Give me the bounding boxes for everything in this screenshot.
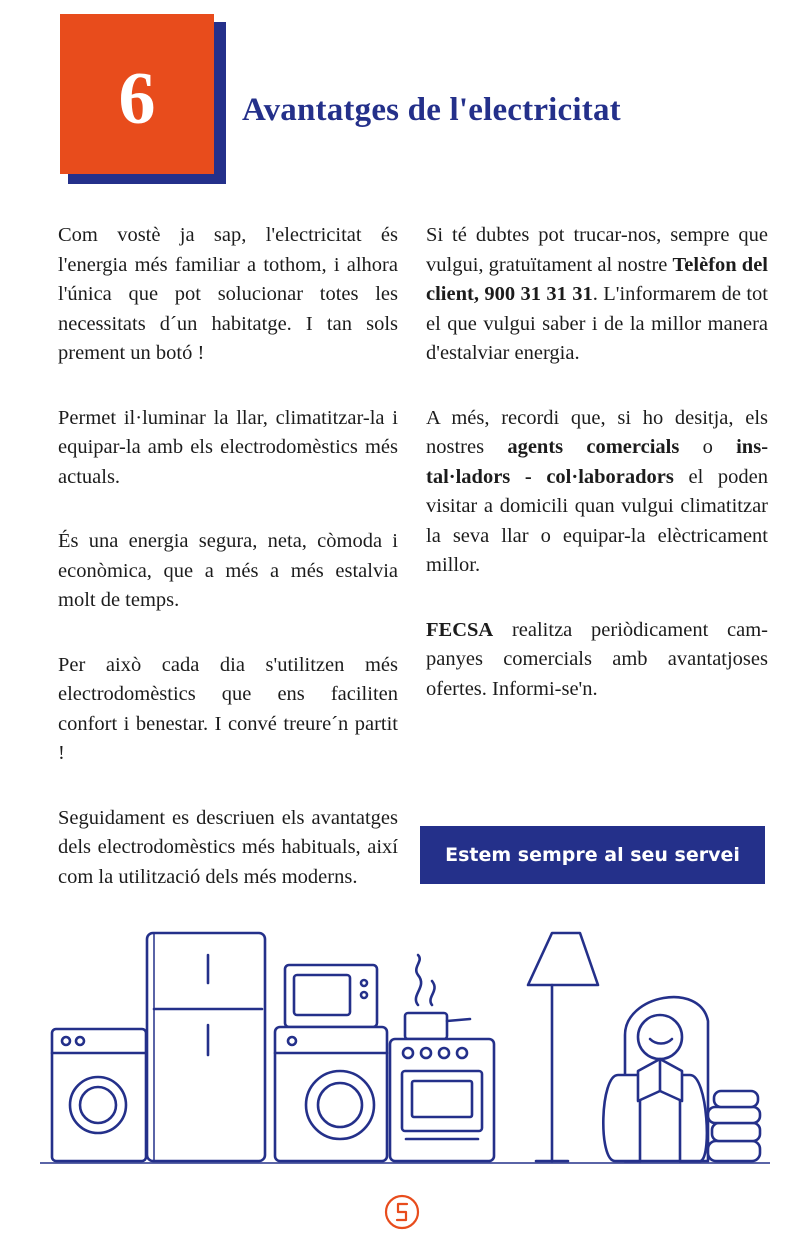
service-banner: Estem sempre al seu servei (420, 826, 765, 884)
left-column (58, 221, 398, 927)
text-span: el poden visitar a domicili quan vulgui climatitzar la seva llar o equipar-la elèctricament millor. (426, 465, 768, 576)
fecsa-highlight: FECSA (426, 618, 494, 641)
agents-highlight: agents comercials (507, 436, 680, 458)
section-number: 6 (118, 58, 156, 140)
paragraph-agents (426, 404, 768, 581)
text-span: . L'informarem de tot el que vulgui saber i de la millor manera d'estalviar energia. (426, 283, 768, 364)
installers-highlight: instal·ladors - col·laboradors (426, 436, 769, 488)
paragraph: Per això cada dia s'utilitzen més electrodomèstics que ens faciliten confort i benestar. I convé treure´n partit ! (58, 653, 398, 764)
phone-highlight: Telèfon del client, 900 31 31 31 (426, 253, 768, 305)
paragraph-fecsa (426, 616, 768, 705)
text-span: A més, recordi que, si ho desitja, els nostres (426, 406, 768, 458)
section-number-box (60, 14, 214, 174)
text-span: Si té dubtes pot trucar-nos, sempre que vulgui, gratuïtament al nostre (426, 224, 768, 276)
paragraph: Seguidament es descriuen els avantatges dels electrodomèstics més habituals, així com la utilització dels més moderns. (58, 806, 398, 888)
paragraph: Permet il·luminar la llar, climatitzar-la i equipar-la amb els electrodomèstics més actuals. (58, 406, 398, 488)
page-number-logo-icon (383, 1193, 421, 1231)
paragraph: Com vostè ja sap, l'electricitat és l'energia més familiar a tothom, i alhora l'única que pot solucionar totes les necessitats d´un habitatge. I tan sols prement un botó ! (58, 224, 398, 364)
right-column (426, 221, 768, 739)
text-span: o (679, 436, 737, 458)
page-title: Avantatges de l'electricitat (242, 92, 621, 128)
appliances-illustration (40, 925, 770, 1165)
paragraph: És una energia segura, neta, còmoda i econòmica, que a més a més estalvia molt de temps. (58, 530, 398, 611)
text-span: realitza periòdicament campanyes comercials amb avantatjoses ofertes. Informi-se'n. (426, 618, 768, 700)
paragraph-phone (426, 221, 768, 369)
